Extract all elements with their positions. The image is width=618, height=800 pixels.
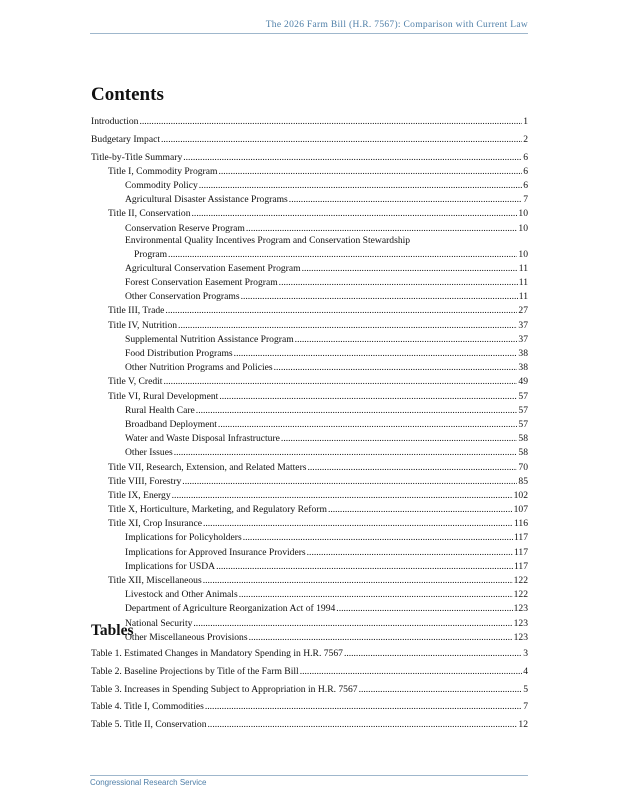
toc-entry-food-distribution[interactable]: Food Distribution Programs ..... 38 (91, 346, 528, 360)
tables-list (91, 646, 528, 734)
toc-entry-title-vi[interactable]: Title VI, Rural Development ..... 57 (91, 388, 528, 402)
toc-entry-reorganization-act[interactable]: Department of Agriculture Reorganization Act of 1994 ..... 123 (91, 601, 528, 615)
toc-entry-title-xi[interactable]: Title XI, Crop Insurance ..... 116 (91, 516, 528, 530)
toc-entry-other-nutrition[interactable]: Other Nutrition Programs and Policies ..... 38 (91, 360, 528, 374)
table-entry-3[interactable]: Table 3. Increases in Spending Subject to Appropriation in H.R. 7567 ..... 5 (91, 681, 528, 695)
header-rule (90, 33, 528, 34)
table-entry-1[interactable]: Table 1. Estimated Changes in Mandatory Spending in H.R. 7567 ..... 3 (91, 646, 528, 660)
footer-rule (90, 775, 528, 776)
toc-entry-insurance-providers[interactable]: Implications for Approved Insurance Providers ..... 117 (91, 544, 528, 558)
toc-entry-title-ix[interactable]: Title IX, Energy ..... 102 (91, 488, 528, 502)
toc-entry-crp[interactable]: Conservation Reserve Program ..... 10 (91, 220, 528, 234)
toc-entry-title-iii[interactable]: Title III, Trade ..... 27 (91, 303, 528, 317)
toc-entry-eqip-line1[interactable]: Environmental Quality Incentives Program and Conservation Stewardship (125, 234, 411, 246)
contents-heading: Contents (91, 84, 164, 105)
toc-entry-title-v[interactable]: Title V, Credit ..... 49 (91, 374, 528, 388)
footer-publisher: Congressional Research Service (90, 778, 207, 787)
toc-entry-snap[interactable]: Supplemental Nutrition Assistance Program ..... 37 (91, 332, 528, 346)
toc-entry-disaster-assistance[interactable]: Agricultural Disaster Assistance Programs ..... 7 (91, 192, 528, 206)
toc-entry-other-misc[interactable]: Other Miscellaneous Provisions ..... 123 (91, 630, 528, 644)
toc-entry-eqip[interactable]: Program ..... 10 (91, 247, 528, 261)
table-entry-5[interactable]: Table 5. Title II, Conservation ..... 12 (91, 716, 528, 730)
toc-entry-title-x[interactable]: Title X, Horticulture, Marketing, and Regulatory Reform ..... 107 (91, 502, 528, 516)
toc-entry-policyholders[interactable]: Implications for Policyholders ..... 117 (91, 530, 528, 544)
toc-entry-title-vii[interactable]: Title VII, Research, Extension, and Related Matters ..... 70 (91, 459, 528, 473)
running-header: The 2026 Farm Bill (H.R. 7567): Comparison with Current Law (265, 20, 528, 30)
toc-entry-water-waste[interactable]: Water and Waste Disposal Infrastructure ..... 58 (91, 431, 528, 445)
toc-entry-livestock[interactable]: Livestock and Other Animals ..... 122 (91, 587, 528, 601)
toc-entry-national-security[interactable]: National Security ..... 123 (91, 615, 528, 629)
toc-entry-acep[interactable]: Agricultural Conservation Easement Program ..... 11 (91, 261, 528, 275)
toc-entry-rural-health[interactable]: Rural Health Care ..... 57 (91, 403, 528, 417)
toc-entry-fcep[interactable]: Forest Conservation Easement Program ..... 11 (91, 275, 528, 289)
toc-entry-title-i[interactable]: Title I, Commodity Program ..... 6 (91, 164, 528, 178)
toc-entry-title-iv[interactable]: Title IV, Nutrition ..... 37 (91, 317, 528, 331)
toc-entry-title-by-title-summary[interactable]: Title-by-Title Summary ..... 6 (91, 149, 528, 163)
toc-entry-title-xii[interactable]: Title XII, Miscellaneous ..... 122 (91, 573, 528, 587)
toc-entry-budgetary-impact[interactable]: Budgetary Impact ..... 2 (91, 132, 528, 146)
tables-heading: Tables (91, 622, 134, 639)
toc-entry-commodity-policy[interactable]: Commodity Policy ..... 6 (91, 178, 528, 192)
table-entry-4[interactable]: Table 4. Title I, Commodities ..... 7 (91, 699, 528, 713)
toc-entry-usda[interactable]: Implications for USDA ..... 117 (91, 559, 528, 573)
toc-entry-title-ii[interactable]: Title II, Conservation ..... 10 (91, 206, 528, 220)
table-entry-2[interactable]: Table 2. Baseline Projections by Title of the Farm Bill ..... 4 (91, 664, 528, 678)
toc-entry-introduction[interactable]: Introduction ..... 1 (91, 114, 528, 128)
toc-entry-other-conservation[interactable]: Other Conservation Programs ..... 11 (91, 289, 528, 303)
contents-list (91, 114, 528, 644)
toc-entry-title-viii[interactable]: Title VIII, Forestry ..... 85 (91, 474, 528, 488)
toc-entry-other-issues[interactable]: Other Issues ..... 58 (91, 445, 528, 459)
toc-entry-broadband[interactable]: Broadband Deployment ..... 57 (91, 417, 528, 431)
